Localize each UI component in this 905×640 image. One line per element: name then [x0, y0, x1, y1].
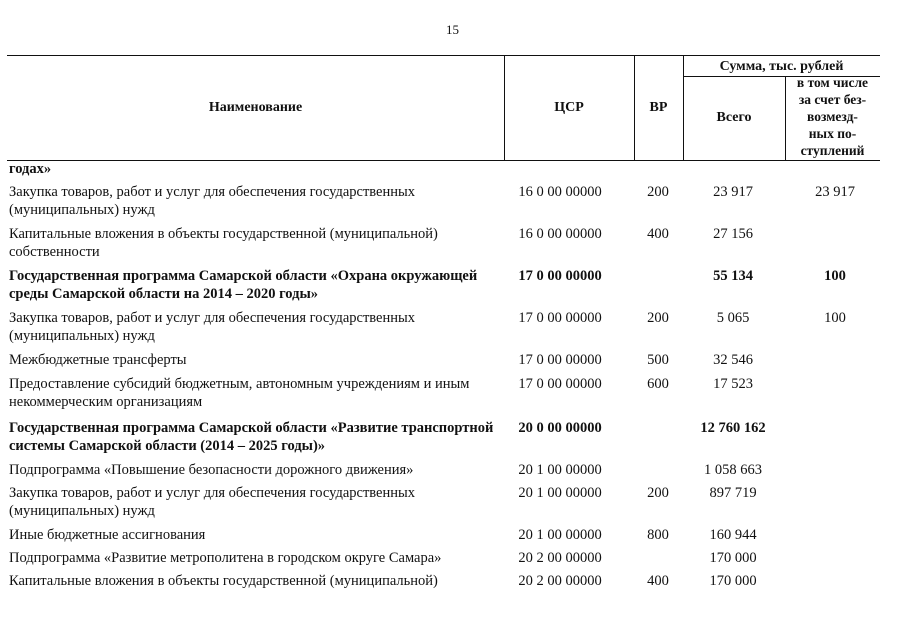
row-name: Закупка товаров, работ и услуг для обеспечения государственных (муниципальных) нужд	[9, 184, 416, 218]
table-row	[7, 484, 887, 526]
row-name: Иные бюджетные ассигнования	[9, 527, 206, 543]
row-name: Предоставление субсидий бюджетным, автономным учреждениям и иным некоммерческим организациям	[9, 376, 470, 410]
page-number: 15	[446, 22, 459, 37]
header-csr: ЦСР	[554, 100, 584, 115]
row-total: 170 000	[709, 573, 757, 589]
row-name: Государственная программа Самарской области «Охрана окружающей среды Самарской области на 2014 – 2020 годы»	[9, 268, 478, 302]
row-name: годах»	[9, 161, 52, 177]
table-row	[7, 549, 887, 572]
row-total: 12 760 162	[700, 420, 766, 436]
row-name: Подпрограмма «Повышение безопасности дорожного движения»	[9, 462, 414, 478]
table-row	[7, 351, 887, 375]
header-incl	[785, 74, 880, 159]
table-row	[7, 309, 887, 351]
row-vr: 200	[647, 310, 669, 326]
row-name: Государственная программа Самарской области «Развитие транспортной системы Самарской области (2014 – 2025 годы)»	[9, 420, 494, 454]
row-csr: 20 2 00 00000	[518, 550, 602, 566]
row-name: Закупка товаров, работ и услуг для обеспечения государственных (муниципальных) нужд	[9, 485, 416, 519]
row-csr: 20 2 00 00000	[518, 573, 602, 589]
row-vr: 400	[647, 226, 669, 242]
row-total: 897 719	[709, 485, 757, 501]
row-vr: 500	[647, 352, 669, 368]
header-incl-line: возмезд-	[807, 109, 858, 124]
header-vr: ВР	[649, 100, 668, 115]
header-incl-line: в том числе	[796, 75, 869, 90]
row-vr: 400	[647, 573, 669, 589]
row-csr: 17 0 00 00000	[518, 268, 602, 284]
row-total: 160 944	[709, 527, 757, 543]
row-csr: 20 1 00 00000	[518, 527, 602, 543]
row-total: 23 917	[713, 184, 753, 200]
row-name: Закупка товаров, работ и услуг для обеспечения государственных (муниципальных) нужд	[9, 310, 416, 344]
table-row	[7, 572, 887, 595]
table-row	[7, 267, 887, 309]
row-csr: 17 0 00 00000	[518, 376, 602, 392]
row-csr: 16 0 00 00000	[518, 184, 602, 200]
row-total: 170 000	[709, 550, 757, 566]
row-incl: 100	[824, 310, 846, 326]
row-total: 32 546	[713, 352, 753, 368]
row-vr: 800	[647, 527, 669, 543]
row-csr: 17 0 00 00000	[518, 352, 602, 368]
header-name: Наименование	[208, 100, 303, 115]
header-incl-line: за счет без-	[798, 92, 867, 107]
row-total: 17 523	[713, 376, 753, 392]
table-row	[7, 225, 887, 267]
row-total: 55 134	[713, 268, 753, 284]
row-csr: 17 0 00 00000	[518, 310, 602, 326]
header-incl-line: ступлений	[800, 143, 865, 158]
row-total: 27 156	[713, 226, 753, 242]
table-row	[7, 526, 887, 549]
row-csr: 20 1 00 00000	[518, 485, 602, 501]
row-name: Межбюджетные трансферты	[9, 352, 187, 368]
row-total: 1 058 663	[704, 462, 762, 478]
row-csr: 16 0 00 00000	[518, 226, 602, 242]
header-total: Всего	[716, 110, 752, 125]
row-name: Капитальные вложения в объекты государственной (муниципальной) собственности	[9, 226, 438, 260]
table-header	[7, 55, 880, 161]
row-vr: 200	[647, 184, 669, 200]
table-row	[7, 183, 887, 225]
row-incl: 100	[824, 268, 846, 284]
table-row	[7, 461, 887, 484]
row-total: 5 065	[716, 310, 750, 326]
row-incl: 23 917	[815, 184, 855, 200]
row-vr: 200	[647, 485, 669, 501]
header-incl-line: ных по-	[808, 126, 857, 141]
table-row	[7, 375, 887, 419]
row-vr: 600	[647, 376, 669, 392]
row-name: Капитальные вложения в объекты государственной (муниципальной)	[9, 573, 438, 589]
header-sum: Сумма, тыс. рублей	[719, 59, 844, 74]
table-row	[7, 160, 887, 180]
row-csr: 20 1 00 00000	[518, 462, 602, 478]
table-body	[7, 160, 887, 595]
row-name: Подпрограмма «Развитие метрополитена в городском округе Самара»	[9, 550, 442, 566]
row-csr: 20 0 00 00000	[518, 420, 602, 436]
table-row	[7, 419, 887, 461]
